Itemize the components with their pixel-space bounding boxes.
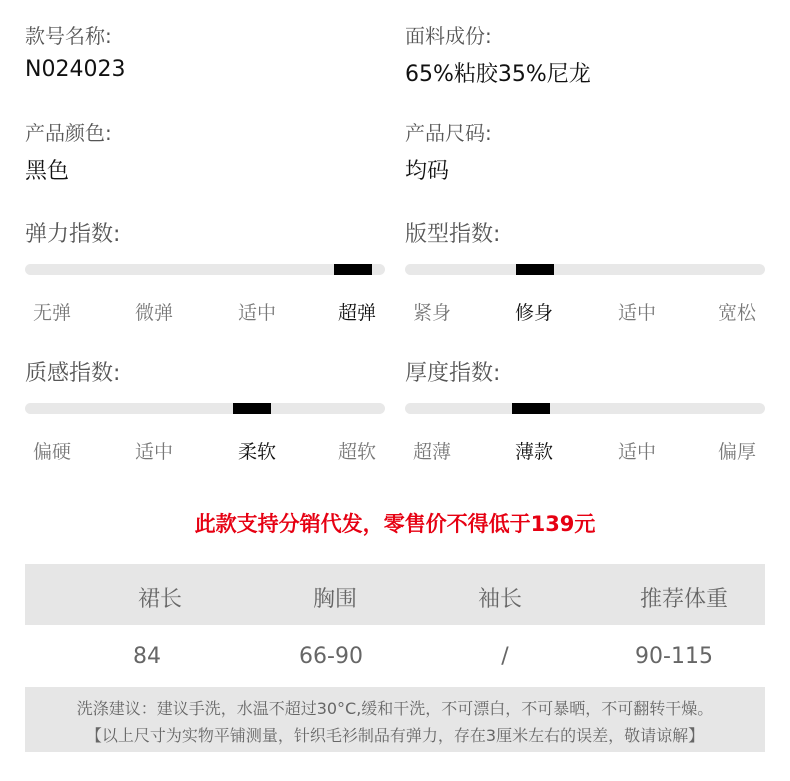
texture-option: 适中 [134, 441, 174, 463]
elasticity-track [25, 264, 385, 275]
cell-sleeve-length: / [501, 644, 509, 669]
elasticity-option: 微弹 [134, 302, 174, 324]
fit-option: 宽松 [717, 302, 757, 324]
care-line-measurement-note: 【以上尺寸为实物平铺测量，针织毛衫制品有弹力，存在3厘米左右的误差，敬请谅解】 [85, 726, 705, 745]
thickness-option-selected: 薄款 [514, 441, 554, 463]
style-number-value: N024023 [25, 57, 126, 82]
fit-track [405, 264, 765, 275]
thickness-track [405, 403, 765, 414]
fabric-label: 面料成份: [405, 24, 492, 48]
elasticity-marker [334, 264, 372, 275]
fit-title: 版型指数: [405, 222, 501, 247]
distribution-notice: 此款支持分销代发，零售价不得低于139元 [194, 512, 596, 536]
fit-option: 适中 [617, 302, 657, 324]
texture-option-selected: 柔软 [237, 441, 277, 463]
care-line-washing: 洗涤建议：建议手洗，水温不超过30°C,缓和干洗，不可漂白，不可暴晒，不可翻转干燥。 [76, 699, 714, 718]
cell-bust: 66-90 [299, 644, 363, 669]
header-bust: 胸围 [312, 587, 358, 612]
cell-recommended-weight: 90-115 [635, 644, 713, 669]
cell-skirt-length: 84 [133, 644, 161, 669]
color-value: 黑色 [25, 159, 70, 184]
header-recommended-weight: 推荐体重 [639, 587, 729, 612]
thickness-option: 偏厚 [717, 441, 757, 463]
elasticity-option-selected: 超弹 [337, 302, 377, 324]
fit-marker [516, 264, 554, 275]
size-table [25, 564, 765, 687]
thickness-option: 适中 [617, 441, 657, 463]
header-skirt-length: 裙长 [137, 587, 183, 612]
size-table-header [25, 564, 765, 625]
color-label: 产品颜色: [25, 121, 112, 145]
texture-track [25, 403, 385, 414]
texture-option: 偏硬 [32, 441, 72, 463]
header-sleeve-length: 袖长 [477, 587, 523, 612]
fit-option-selected: 修身 [514, 302, 554, 324]
size-label: 产品尺码: [405, 121, 492, 145]
thickness-marker [512, 403, 550, 414]
thickness-title: 厚度指数: [405, 361, 501, 386]
thickness-option: 超薄 [412, 441, 452, 463]
elasticity-option: 适中 [237, 302, 277, 324]
texture-marker [233, 403, 271, 414]
table-row [25, 625, 765, 687]
care-instructions [25, 687, 765, 752]
fit-option: 紧身 [412, 302, 452, 324]
elasticity-title: 弹力指数: [25, 222, 121, 247]
style-number-label: 款号名称: [25, 24, 112, 48]
fabric-value: 65%粘胶35%尼龙 [405, 62, 591, 87]
elasticity-option: 无弹 [32, 302, 72, 324]
texture-option: 超软 [337, 441, 377, 463]
size-value: 均码 [405, 159, 450, 184]
texture-title: 质感指数: [25, 361, 121, 386]
